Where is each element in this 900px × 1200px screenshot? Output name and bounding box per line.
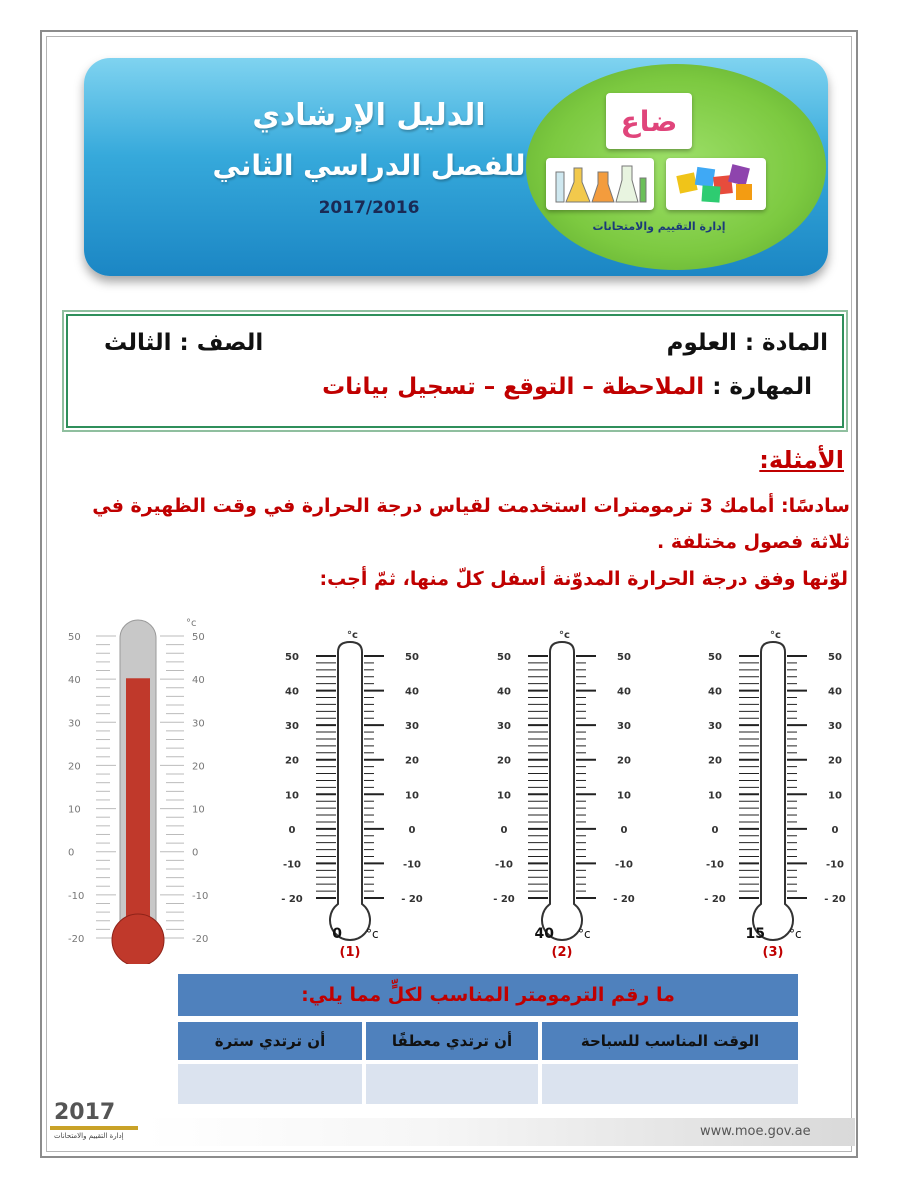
sample-scale-label-left: 10 [68, 804, 81, 816]
thermometer-label: (2) [551, 945, 573, 960]
thermometer-reading-unit: °c [789, 927, 802, 941]
scale-label-right: 10 [405, 790, 419, 802]
thermometer-1 [281, 630, 423, 960]
banner-subtitle: للفصل الدراسي الثاني [212, 149, 526, 182]
sample-unit-label: °c [186, 618, 197, 629]
sample-scale-label-left: 40 [68, 675, 81, 687]
thermometers-figure [60, 612, 860, 964]
scale-label-right: 10 [617, 790, 631, 802]
scale-label-left: 50 [285, 652, 299, 663]
scale-label-left: 40 [285, 686, 299, 698]
footer-year: 2017 [54, 1100, 116, 1125]
banner-title: الدليل الإرشادي [252, 98, 486, 133]
sample-scale-label-right: 40 [192, 675, 205, 687]
skill-value: الملاحظة – التوقع – تسجيل بيانات [322, 374, 705, 400]
thermometer-tube [330, 642, 370, 940]
banner-year: 2017/2016 [318, 198, 420, 218]
scale-label-left: 20 [285, 755, 299, 767]
skill-label: المهارة : [704, 374, 812, 400]
question-text: سادسًا: أمامك 3 ترمومترات استخدمت لقياس درجة الحرارة في وقت الظهيرة في ثلاثة فصول مختلفة . [92, 495, 850, 553]
scale-label-left: 50 [497, 652, 511, 663]
scale-label-left: 0 [711, 824, 719, 836]
scale-label-right: - 20 [401, 894, 423, 905]
thermometer-reading-unit: °c [366, 927, 379, 941]
scale-label-right: 0 [831, 824, 839, 836]
scale-label-left: -10 [705, 859, 725, 871]
scale-label-right: 40 [828, 686, 842, 698]
column-jacket: أن ترتدي سترة [178, 1022, 362, 1060]
scale-label-right: 30 [405, 721, 419, 733]
scale-label-left: 50 [708, 652, 722, 663]
header-banner [84, 58, 828, 276]
instruction-text: لوّنها وفق درجة الحرارة المدوّنة أسفل كلّ منها، ثمّ أجب: [319, 568, 848, 590]
scale-label-right: 40 [617, 686, 631, 698]
sample-scale-label-left: 0 [68, 847, 75, 859]
sample-scale-label-left: 50 [68, 632, 81, 643]
footer-url[interactable]: www.moe.gov.ae [700, 1124, 811, 1139]
sample-scale-label-left: -10 [68, 890, 85, 902]
subject-info-box [66, 314, 844, 428]
sample-scale-label-right: -10 [192, 890, 209, 902]
sample-scale-label-left: 20 [68, 761, 81, 773]
answer-table-title: ما رقم الترمومتر المناسب لكلٍّ مما يلي: [178, 974, 798, 1016]
sample-thermometer [68, 618, 208, 964]
sample-scale-right [160, 632, 208, 945]
scale-label-left: 30 [497, 721, 511, 733]
sample-scale-label-right: 50 [192, 632, 205, 643]
thermometer-tube [542, 642, 582, 940]
scale-label-right: 40 [405, 686, 419, 698]
scale-label-left: - 20 [493, 894, 515, 905]
sample-scale-label-right: 20 [192, 761, 205, 773]
skill-line [322, 374, 812, 400]
scale-label-right: - 20 [824, 894, 846, 905]
scale-label-left: 40 [497, 686, 511, 698]
sample-scale-label-right: -20 [192, 934, 209, 945]
thermometer-unit-top: °c [770, 630, 781, 641]
scale-label-right: -10 [825, 859, 845, 871]
subject-label: المادة : العلوم [666, 330, 828, 356]
thermometer-2 [493, 630, 635, 960]
sample-scale-label-right: 30 [192, 718, 205, 730]
scale-label-left: 40 [708, 686, 722, 698]
scale-label-left: 10 [497, 790, 511, 802]
scale-label-left: -10 [282, 859, 302, 871]
thermometer-label: (1) [339, 945, 361, 960]
logo-word-card: ضاع [606, 93, 692, 149]
scale-label-right: 50 [405, 652, 419, 663]
examples-heading: الأمثلة: [759, 446, 844, 474]
column-coat: أن ترتدي معطفًا [366, 1022, 538, 1060]
logo-caption: إدارة التقييم والامتحانات [592, 220, 726, 233]
thermometer-reading: 40 [534, 926, 554, 942]
scale-label-left: 20 [497, 755, 511, 767]
sample-scale-label-left: 30 [68, 718, 81, 730]
banner-text-block [204, 98, 534, 218]
sample-mercury [126, 678, 150, 942]
answer-table [174, 970, 802, 1108]
scale-label-right: 30 [617, 721, 631, 733]
answer-cell-jacket[interactable] [178, 1064, 362, 1104]
scale-label-left: 30 [708, 721, 722, 733]
thermometer-3 [704, 630, 846, 960]
scale-label-right: 50 [617, 652, 631, 663]
thermometer-reading: 15 [745, 926, 765, 942]
answer-cell-swimming[interactable] [542, 1064, 798, 1104]
thermometer-tube [753, 642, 793, 940]
footer-year-underline [50, 1126, 138, 1130]
scale-label-right: 20 [405, 755, 419, 767]
thermometer-unit-top: °c [559, 630, 570, 641]
thermometer-label: (3) [762, 945, 784, 960]
thermometer-reading: 0 [332, 926, 342, 942]
scale-label-right: 0 [408, 824, 416, 836]
scale-label-left: 0 [288, 824, 296, 836]
lab-flasks-icon [546, 158, 654, 210]
scale-label-left: - 20 [281, 894, 303, 905]
thermometer-reading-unit: °c [578, 927, 591, 941]
column-swimming: الوقت المناسب للسباحة [542, 1022, 798, 1060]
page-footer [50, 1100, 856, 1148]
scale-label-right: -10 [614, 859, 634, 871]
scale-label-right: - 20 [613, 894, 635, 905]
grade-label: الصف : الثالث [104, 330, 264, 356]
scale-label-left: 30 [285, 721, 299, 733]
scale-label-right: 10 [828, 790, 842, 802]
scale-label-right: 50 [828, 652, 842, 663]
scale-label-right: -10 [402, 859, 422, 871]
thermometer-set [281, 630, 846, 960]
scale-label-left: 10 [285, 790, 299, 802]
sample-scale-label-right: 10 [192, 804, 205, 816]
thermometer-unit-top: °c [347, 630, 358, 641]
scale-label-right: 20 [828, 755, 842, 767]
sample-scale-left [68, 632, 116, 945]
sample-scale-label-right: 0 [192, 847, 199, 859]
math-blocks-icon [666, 158, 766, 210]
sample-bulb [112, 914, 164, 964]
answer-cell-coat[interactable] [366, 1064, 538, 1104]
scale-label-right: 0 [620, 824, 628, 836]
scale-label-left: 0 [500, 824, 508, 836]
scale-label-left: 10 [708, 790, 722, 802]
footer-department: إدارة التقييم والامتحانات [54, 1132, 124, 1140]
scale-label-left: -10 [494, 859, 514, 871]
scale-label-right: 30 [828, 721, 842, 733]
scale-label-left: 20 [708, 755, 722, 767]
sample-scale-label-left: -20 [68, 934, 85, 945]
scale-label-left: - 20 [704, 894, 726, 905]
scale-label-right: 20 [617, 755, 631, 767]
